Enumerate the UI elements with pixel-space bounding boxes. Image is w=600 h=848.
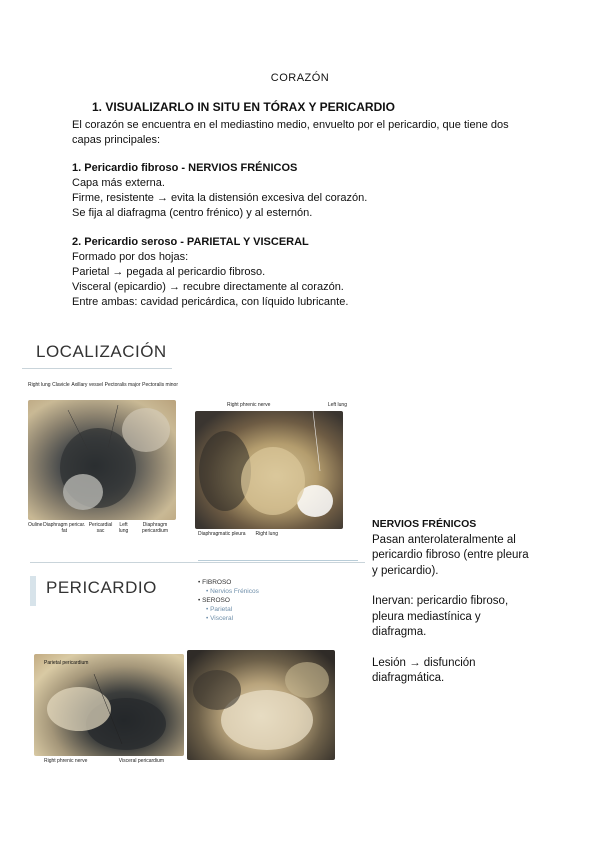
slide-localizacion: [22, 338, 367, 553]
anatomy-label: Right phrenic nerve: [227, 402, 271, 408]
anatomy-label: Right lung: [28, 382, 51, 388]
pericardium-dissection-photo: [195, 411, 343, 529]
bullet-text: Nervios Frénicos: [210, 588, 259, 595]
bullet-text: SEROSO: [202, 597, 230, 604]
anatomy-label: Diaphragm pericar. fat: [43, 522, 86, 534]
photo3-bottom-labels: [44, 758, 164, 766]
anatomy-label: Pectoralis major: [104, 382, 141, 388]
photo1-bottom-labels: [28, 522, 178, 534]
intro-paragraph: El corazón se encuentra en el mediastino medio, envuelto por el pericardio, que tiene dos capas principales:: [72, 119, 509, 146]
bullet-text: Visceral: [210, 615, 234, 622]
slide-localizacion-title: LOCALIZACIÓN: [36, 342, 167, 361]
slide-divider: [30, 562, 365, 563]
thorax-photo-shading: [28, 400, 176, 520]
phrenic-nerves-notes: [372, 517, 532, 687]
bullet-subitem: • Nervios Frénicos: [206, 588, 259, 595]
section-fibroso-line: Firme, resistente → evita la distensión excesiva del corazón.: [72, 192, 368, 204]
bullet-subitem: • Visceral: [206, 615, 234, 622]
anatomy-label: Pericardial sac: [88, 522, 113, 534]
section-fibroso-heading: 1. Pericardio fibroso - NERVIOS FRÉNICOS: [72, 162, 298, 174]
slide-pericardio: [30, 562, 370, 777]
phrenic-nerves-heading: NERVIOS FRÉNICOS: [372, 518, 477, 530]
anatomy-label: Left lung: [327, 402, 347, 408]
anatomy-label: Parietal pericardium: [44, 660, 89, 666]
anatomy-label: Clavicle: [52, 382, 70, 388]
section-seroso-line: Formado por dos hojas:: [72, 251, 189, 263]
spacer: [372, 579, 532, 594]
anatomy-label: Right phrenic nerve: [44, 758, 88, 764]
section-seroso: [72, 235, 532, 310]
bullet-text: Parietal: [210, 606, 233, 613]
slide-divider: [198, 560, 358, 561]
photo2-top-labels: [227, 402, 347, 410]
thorax-dissection-photo: [28, 400, 176, 520]
anatomy-label: Visceral pericardium: [118, 758, 164, 764]
photo1-top-labels: [28, 382, 178, 398]
slide-accent-bar: [30, 576, 36, 606]
photo2-bottom-labels: [198, 531, 278, 541]
section-seroso-line: Visceral (epicardio) → recubre directamente al corazón.: [72, 281, 344, 293]
phrenic-nerves-paragraph: Lesión → disfunción diafragmática.: [372, 656, 476, 684]
opened-pericardium-photo: [34, 654, 184, 756]
anatomy-label: Axillary vessel: [71, 382, 103, 388]
slide-divider: [22, 368, 172, 369]
opened-pericardium-shading: [34, 654, 184, 756]
pericardium-photo-shading: [195, 411, 343, 529]
heart-photo-shading: [187, 650, 335, 760]
bullet-subitem: • Parietal: [206, 606, 233, 613]
anatomy-label: Left lung: [118, 522, 129, 534]
section-fibroso-line: Capa más externa.: [72, 177, 165, 189]
slide-pericardio-title: PERICARDIO: [46, 578, 157, 597]
anatomy-label: Right lung: [255, 531, 278, 537]
bullet-item: • FIBROSO: [198, 579, 232, 586]
pericardium-bullet-list: [198, 578, 259, 623]
section-fibroso: [72, 161, 532, 221]
anatomy-label: Diaphragm pericardium: [141, 522, 169, 534]
heart-pericardium-photo: [187, 650, 335, 760]
anatomy-label: Diaphragmatic pleura: [198, 531, 246, 537]
phrenic-nerves-paragraph: Pasan anterolateralmente al pericardio fibroso (entre pleura y pericardio).: [372, 533, 529, 577]
spacer: [372, 641, 532, 656]
anatomy-label: Pectoralis minor: [142, 382, 178, 388]
section-seroso-line: Entre ambas: cavidad pericárdica, con líquido lubricante.: [72, 296, 349, 308]
section-seroso-heading: 2. Pericardio seroso - PARIETAL Y VISCERAL: [72, 236, 309, 248]
phrenic-nerves-paragraph: Inervan: pericardio fibroso, pleura mediastínica y diafragma.: [372, 595, 509, 638]
section-heading: 1. VISUALIZARLO IN SITU EN TÓRAX Y PERICARDIO: [92, 100, 395, 114]
document-title: CORAZÓN: [270, 72, 330, 84]
bullet-text: FIBROSO: [202, 579, 232, 586]
bullet-item: • SEROSO: [198, 597, 230, 604]
section-seroso-line: Parietal → pegada al pericardio fibroso.: [72, 266, 266, 278]
section-fibroso-line: Se fija al diafragma (centro frénico) y al esternón.: [72, 207, 313, 219]
anatomy-label: Ouline: [28, 522, 43, 528]
